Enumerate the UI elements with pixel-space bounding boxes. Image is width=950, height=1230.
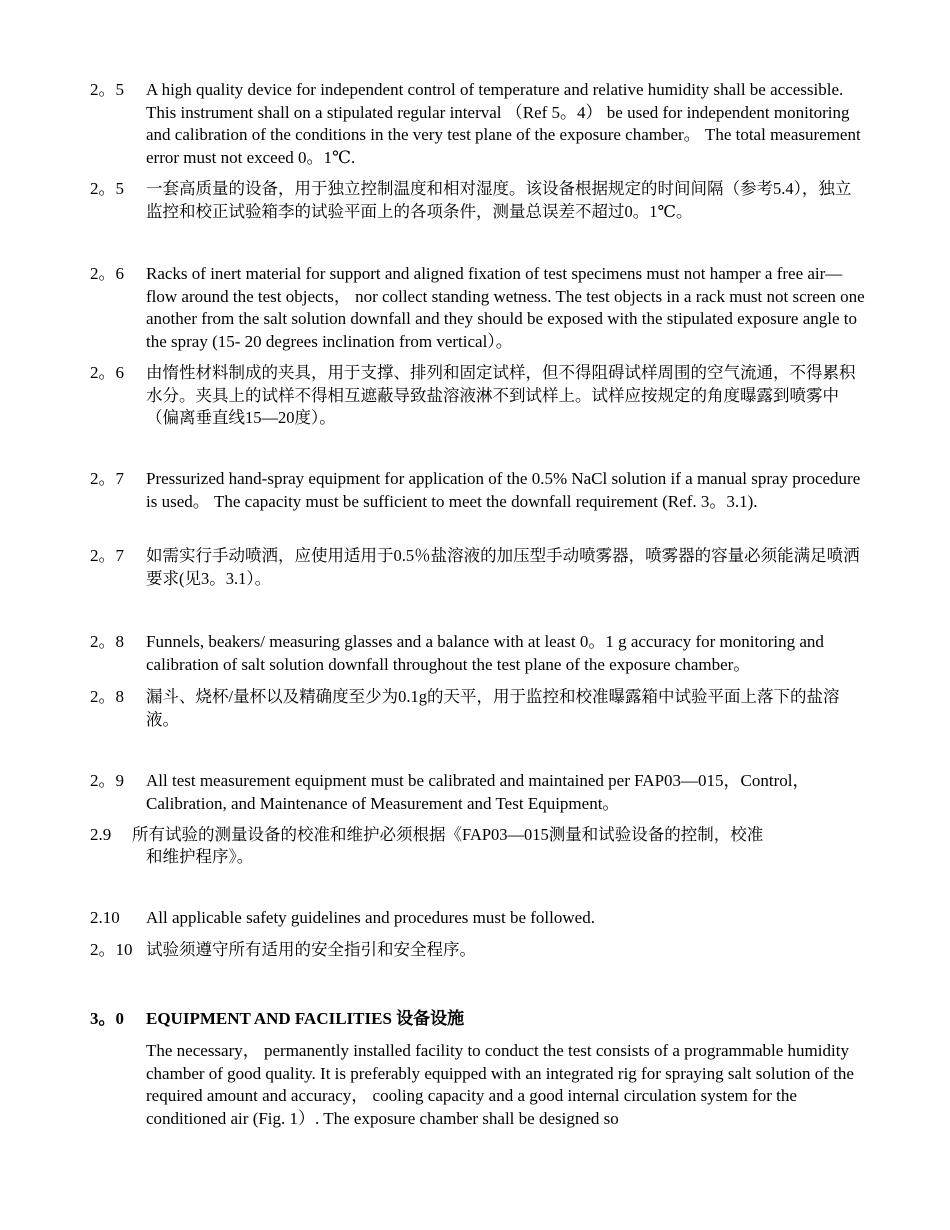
clause-text-en: Pressurized hand-spray equipment for application of the 0.5% NaCl solution if a manual spray procedure is used。 The capacity must be sufficient to meet the downfall requirement (Ref. 3。3.1).: [146, 469, 861, 511]
clause-number: 2。7: [90, 546, 124, 565]
section-number: 3。0: [90, 1009, 124, 1028]
clause-2-5-en: [90, 79, 865, 169]
clause-2-7-en: [90, 468, 865, 513]
clause-text-en: All applicable safety guidelines and procedures must be followed.: [146, 908, 595, 927]
clause-text-zh: 一套高质量的设备，用于独立控制温度和相对湿度。该设备根据规定的时间间隔（参考5.4），独立监控和校正试验箱李的试验平面上的各项条件，测量总误差不超过0。1℃。: [146, 179, 852, 221]
clause-number: 2。5: [90, 179, 124, 198]
clause-2-6-en: [90, 263, 865, 353]
section-body-paragraph: The necessary， permanently installed facility to conduct the test consists of a programmable humidity chamber of good quality. It is preferably equipped with an integrated rig for spraying salt solution of the required amount and accuracy， cooling capacity and a good internal circulation system for the conditioned air (Fig. 1）. The exposure chamber shall be designed so: [146, 1041, 854, 1128]
clause-2-8-zh: [90, 686, 865, 731]
clause-2-8-en: [90, 631, 865, 676]
clause-2-9-en: [90, 770, 865, 815]
clause-text-zh: 试验须遵守所有适用的安全指引和安全程序。: [146, 940, 476, 959]
clause-2-9-zh: [90, 824, 865, 847]
clause-text-en: All test measurement equipment must be calibrated and maintained per FAP03—015，Control， Calibration, and Maintenance of Measurement and Test Equipment。: [146, 771, 810, 813]
clause-2-7-zh: [90, 545, 865, 590]
clause-text-en: Racks of inert material for support and aligned fixation of test specimens must not hamper a free air—flow around the test objects， nor collect standing wetness. The test objects in a rack must not screen one another from the salt solution downfall and they should be exposed with the stipulated exposure angle to the spray (15- 20 degrees inclination from vertical）。: [146, 264, 865, 351]
clause-text-zh: 漏斗、烧杯/量杯以及精确度至少为0.1g的天平，用于监控和校准曝露箱中试验平面上落下的盐溶液。: [146, 687, 840, 729]
clause-text-en: Funnels, beakers/ measuring glasses and a balance with at least 0。1 g accuracy for monitoring and calibration of salt solution downfall throughout the test plane of the exposure chamber。: [146, 632, 824, 674]
clause-number: 2.10: [90, 908, 120, 927]
clause-2-6-zh: [90, 362, 865, 430]
clause-text-en: A high quality device for independent control of temperature and relative humidity shall be accessible. This instrument shall on a stipulated regular interval （Ref 5。4） be used for independent monitoring and calibration of the conditions in the very test plane of the exposure chamber。 The total measurement error must not exceed 0。1℃.: [146, 80, 861, 167]
clause-number: 2。6: [90, 363, 124, 382]
clause-number: 2.9: [90, 825, 112, 844]
clause-2-10-zh: [90, 939, 865, 962]
clause-number: 2。8: [90, 687, 124, 706]
clause-text-zh: 如需实行手动喷洒，应使用适用于0.5％盐溶液的加压型手动喷雾器，喷雾器的容量必须能满足喷洒要求(见3。3.1）。: [146, 546, 860, 588]
section-title: EQUIPMENT AND FACILITIES 设备设施: [146, 1009, 465, 1028]
clause-2-10-en: [90, 907, 865, 930]
clause-number: 2。10: [90, 940, 133, 959]
clause-text-zh-line2: 和维护程序》。: [146, 847, 254, 866]
clause-number: 2。9: [90, 771, 124, 790]
clause-2-5-zh: [90, 178, 865, 223]
clause-number: 2。8: [90, 632, 124, 651]
clause-text-zh-line1: 所有试验的测量设备的校准和维护必须根据《FAP03—015测量和试验设备的控制，校准: [132, 825, 764, 844]
clause-number: 2。5: [90, 80, 124, 99]
clause-number: 2。6: [90, 264, 124, 283]
clause-text-zh: 由惰性材料制成的夹具，用于支撑、排列和固定试样，但不得阻碍试样周围的空气流通，不得累积水分。夹具上的试样不得相互遮蔽导致盐溶液淋不到试样上。试样应按规定的角度曝露到喷雾中（偏离垂直线15—20度）。: [146, 363, 856, 427]
clause-number: 2。7: [90, 469, 124, 488]
section-heading: [90, 1008, 865, 1031]
